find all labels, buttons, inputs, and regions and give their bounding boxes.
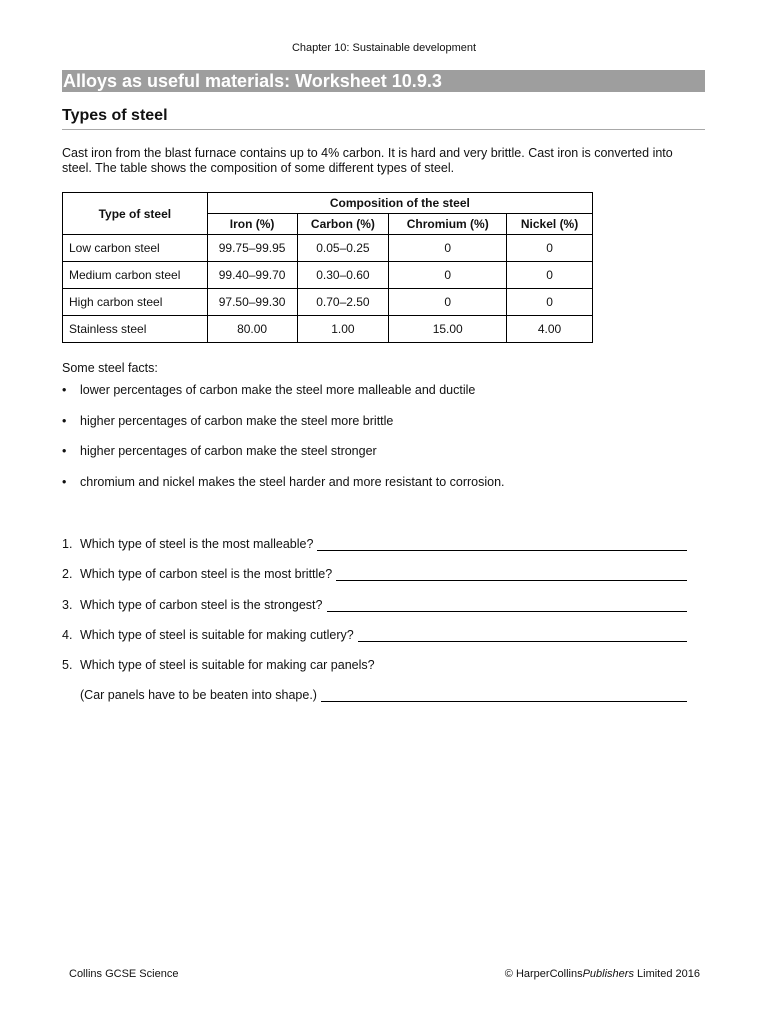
column-header-chromium: Chromium (%): [389, 214, 507, 235]
carbon-value: 1.00: [297, 316, 389, 343]
question-text: Which type of carbon steel is the strongest?: [80, 597, 323, 612]
iron-value: 99.75–99.95: [207, 235, 297, 262]
copyright-prefix: © HarperCollins: [504, 968, 583, 980]
iron-value: 80.00: [207, 316, 297, 343]
question-number: 3.: [62, 597, 73, 612]
iron-value: 97.50–99.30: [207, 289, 297, 316]
bullet-icon: •: [62, 474, 67, 489]
answer-line[interactable]: [336, 567, 687, 581]
no-answer-spacer: [379, 658, 687, 671]
answer-line[interactable]: [317, 537, 687, 551]
facts-list: [62, 383, 702, 505]
nickel-value: 0: [507, 289, 593, 316]
carbon-value: 0.05–0.25: [297, 235, 389, 262]
list-item: [62, 475, 702, 506]
row-name: High carbon steel: [63, 289, 208, 316]
row-name: Medium carbon steel: [63, 262, 208, 289]
row-name: Low carbon steel: [63, 235, 208, 262]
fact-text: lower percentages of carbon make the steel more malleable and ductile: [80, 383, 476, 397]
carbon-value: 0.70–2.50: [297, 289, 389, 316]
column-header-iron: Iron (%): [207, 214, 297, 235]
answer-line[interactable]: [358, 628, 687, 642]
footer-publisher: Collins GCSE Science: [69, 968, 179, 980]
question-item: [62, 567, 687, 597]
bullet-icon: •: [62, 413, 67, 428]
question-text: Which type of carbon steel is the most brittle?: [80, 567, 333, 582]
column-header-carbon: Carbon (%): [297, 214, 389, 235]
composition-header: Composition of the steel: [207, 193, 592, 214]
question-number: 1.: [62, 537, 73, 551]
iron-value: 99.40–99.70: [207, 262, 297, 289]
question-item: [62, 537, 687, 567]
answer-line[interactable]: [321, 688, 687, 702]
question-text: Which type of steel is suitable for making car panels?: [80, 658, 375, 673]
question-item: [62, 628, 687, 658]
list-item: [62, 444, 702, 475]
worksheet-title: Alloys as useful materials: Worksheet 10.9.3: [62, 70, 705, 92]
type-of-steel-header: Type of steel: [63, 193, 208, 235]
table-row: [63, 316, 593, 343]
question-number: 2.: [62, 567, 73, 582]
chromium-value: 0: [389, 289, 507, 316]
chromium-value: 0: [389, 262, 507, 289]
table-row: [63, 262, 593, 289]
question-text: (Car panels have to be beaten into shape.): [80, 688, 317, 703]
table-row: [63, 235, 593, 262]
section-subtitle: Types of steel: [62, 107, 705, 130]
nickel-value: 0: [507, 262, 593, 289]
table-row: [63, 289, 593, 316]
question-item: [62, 658, 687, 688]
carbon-value: 0.30–0.60: [297, 262, 389, 289]
answer-line[interactable]: [327, 598, 688, 612]
facts-heading: Some steel facts:: [62, 361, 158, 375]
steel-composition-table: [62, 192, 593, 343]
fact-text: higher percentages of carbon make the steel stronger: [80, 444, 377, 458]
intro-paragraph: Cast iron from the blast furnace contains up to 4% carbon. It is hard and very brittle. Cast iron is converted into steel. The table shows the composition of some different types of steel.: [62, 146, 673, 175]
chromium-value: 15.00: [389, 316, 507, 343]
question-number: 5.: [62, 658, 73, 673]
copyright-italic: Publishers: [582, 968, 634, 980]
question-text: Which type of steel is suitable for making cutlery?: [80, 627, 354, 642]
fact-text: higher percentages of carbon make the steel more brittle: [80, 413, 394, 428]
chromium-value: 0: [389, 235, 507, 262]
question-item: [62, 688, 687, 718]
copyright-suffix: Limited 2016: [633, 968, 700, 980]
bullet-icon: •: [62, 383, 67, 397]
questions-list: [62, 537, 687, 719]
row-name: Stainless steel: [63, 316, 208, 343]
column-header-nickel: Nickel (%): [507, 214, 593, 235]
bullet-icon: •: [62, 444, 67, 458]
fact-text: chromium and nickel makes the steel harder and more resistant to corrosion.: [80, 474, 505, 489]
list-item: [62, 414, 702, 445]
question-item: [62, 598, 687, 628]
nickel-value: 0: [507, 235, 593, 262]
list-item: [62, 383, 702, 414]
question-number: 4.: [62, 627, 73, 642]
footer-copyright: [490, 968, 700, 980]
question-text: Which type of steel is the most malleable?: [80, 537, 314, 551]
nickel-value: 4.00: [507, 316, 593, 343]
chapter-heading: Chapter 10: Sustainable development: [291, 42, 477, 54]
